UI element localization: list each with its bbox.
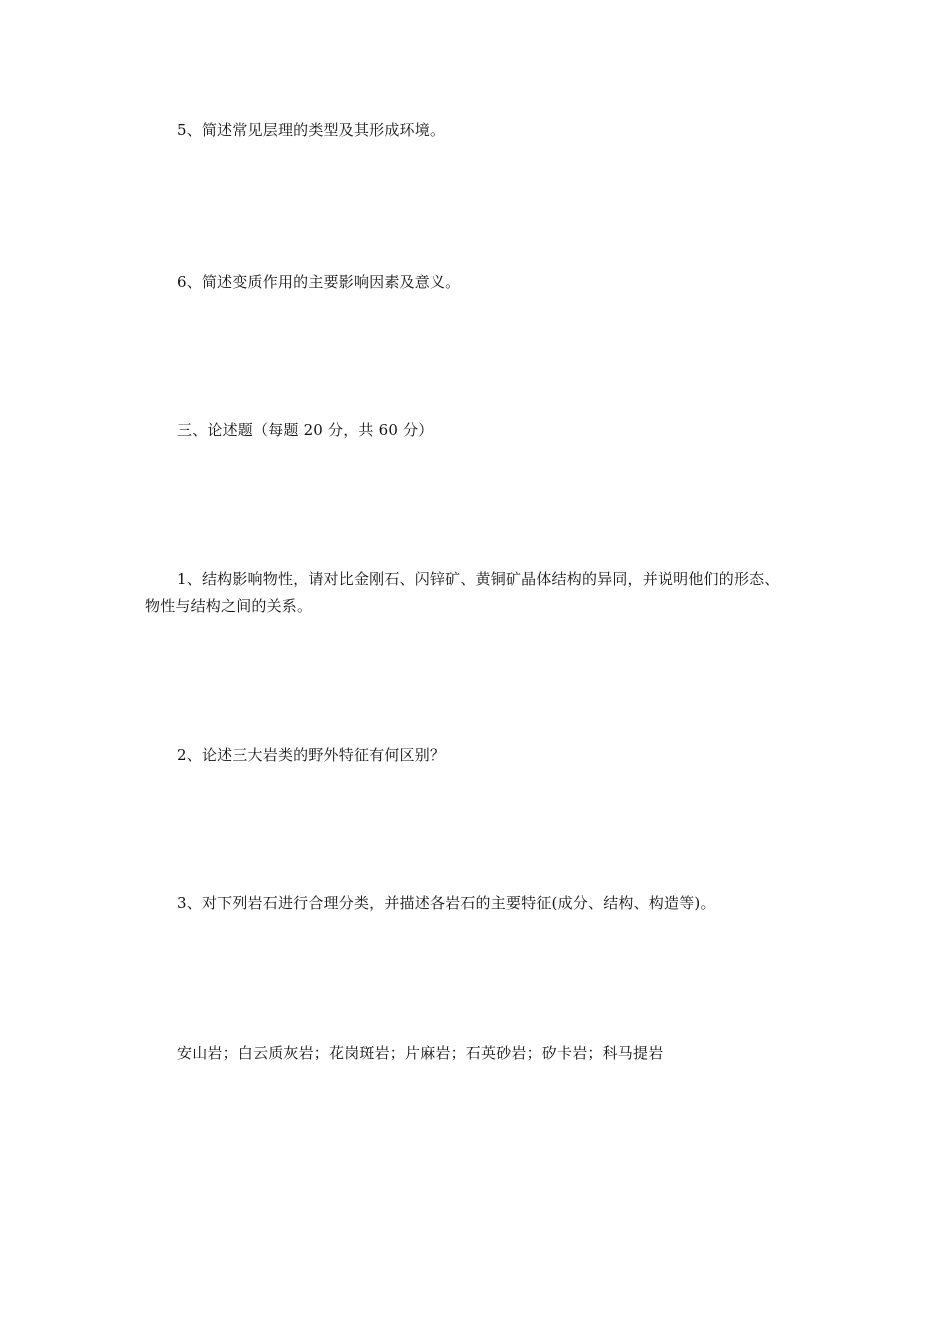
question-5: 5、简述常见层理的类型及其形成环境。 (177, 121, 446, 139)
essay-question-2: 2、论述三大岩类的野外特征有何区别？ (177, 746, 446, 764)
essay-question-3: 3、对下列岩石进行合理分类，并描述各岩石的主要特征(成分、结构、构造等)。 (177, 894, 716, 912)
section-heading-essay: 三、论述题（每题 20 分，共 60 分） (177, 421, 434, 439)
essay-question-1-line-1: 1、结构影响物性，请对比金刚石、闪锌矿、黄铜矿晶体结构的异同，并说明他们的形态、 (177, 570, 780, 588)
rock-list: 安山岩；白云质灰岩；花岗斑岩；片麻岩；石英砂岩；矽卡岩；科马提岩 (177, 1044, 664, 1062)
essay-question-1-line-2: 物性与结构之间的关系。 (145, 597, 313, 615)
question-6: 6、简述变质作用的主要影响因素及意义。 (177, 273, 461, 291)
